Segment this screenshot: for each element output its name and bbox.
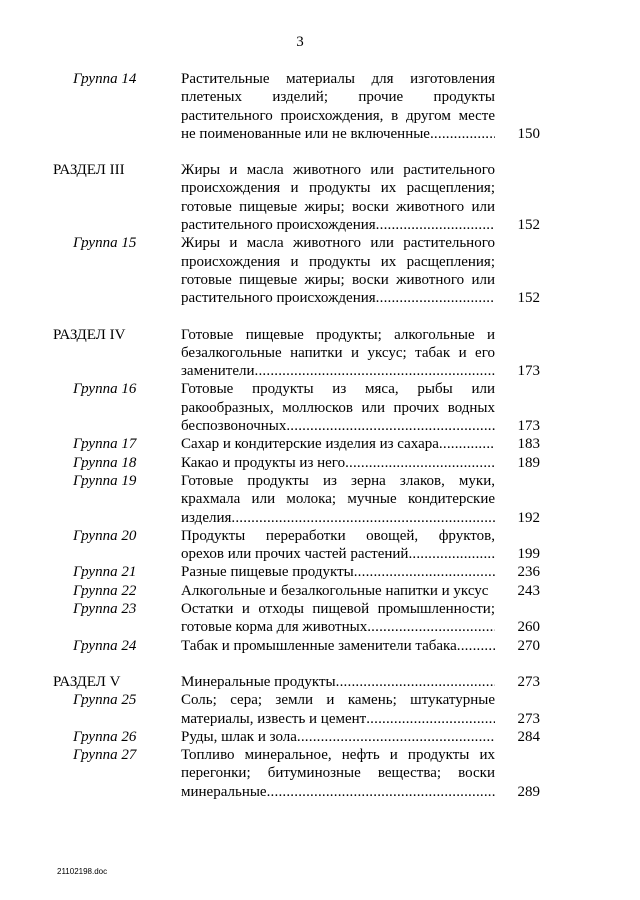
entry-title-line: Минеральные продукты .....	[181, 673, 495, 691]
entry-title-line: готовые корма для животных .....	[181, 618, 495, 636]
entry-title-line: Сахар и кондитерские изделия из сахара .....	[181, 435, 495, 453]
toc-entry	[0, 691, 640, 728]
section-label: РАЗДЕЛ III	[53, 162, 125, 179]
dot-leader	[408, 545, 495, 563]
dot-leader	[345, 454, 495, 472]
entry-title-line: заменители .....	[181, 362, 495, 380]
group-label: Группа 22	[73, 582, 137, 599]
entry-title-line: крахмала или молока; мучные кондитерские	[181, 491, 495, 508]
page-ref: 150	[517, 125, 540, 142]
dot-leader	[336, 673, 495, 691]
dot-leader	[231, 509, 495, 527]
toc-entry	[0, 326, 640, 381]
group-label: Группа 17	[73, 436, 137, 453]
toc-entry	[0, 234, 640, 307]
toc-entry	[0, 600, 640, 637]
page-ref: 173	[517, 363, 540, 380]
page-ref: 199	[517, 546, 540, 563]
entry-title	[181, 454, 495, 472]
entry-title	[181, 746, 495, 801]
page-ref: 260	[517, 619, 540, 636]
dot-leader	[354, 563, 495, 581]
group-label: Группа 19	[73, 472, 137, 489]
table-of-contents	[0, 70, 640, 801]
entry-title-line: перегонки; битуминозные вещества; воски	[181, 765, 495, 782]
group-label: Группа 18	[73, 454, 137, 471]
dot-leader	[297, 728, 495, 746]
entry-title-line: Готовые продукты из зерна злаков, муки,	[181, 472, 495, 489]
entry-title-line: не поименованные или не включенные .....	[181, 125, 495, 143]
toc-entry	[0, 435, 640, 453]
group-label: Группа 26	[73, 728, 137, 745]
group-label: Группа 27	[73, 747, 137, 764]
entry-title-line: Жиры и масла животного или растительного	[181, 162, 495, 179]
entry-title-line: Соль; сера; земли и камень; штукатурные	[181, 692, 495, 709]
entry-title-line: минеральные .....	[181, 783, 495, 801]
entry-title-line: плетеных изделий; прочие продукты	[181, 89, 495, 106]
entry-title	[181, 582, 495, 600]
page-ref: 243	[517, 582, 540, 599]
dot-leader	[286, 417, 495, 435]
entry-title-line: Табак и промышленные заменители табака .....	[181, 637, 495, 655]
entry-title	[181, 691, 495, 728]
entry-title-line: Какао и продукты из него .....	[181, 454, 495, 472]
dot-leader	[376, 216, 495, 234]
dot-leader	[376, 289, 495, 307]
toc-entry	[0, 454, 640, 472]
entry-title-line: Руды, шлак и зола .....	[181, 728, 495, 746]
page-ref: 173	[517, 418, 540, 435]
toc-entry	[0, 582, 640, 600]
entry-title	[181, 161, 495, 234]
group-label: Группа 20	[73, 527, 137, 544]
entry-title-line: Растительные материалы для изготовления	[181, 71, 495, 87]
entry-title	[181, 728, 495, 746]
entry-title	[181, 380, 495, 435]
entry-title-line: Готовые продукты из мяса, рыбы или	[181, 381, 495, 398]
dot-leader	[255, 362, 495, 380]
toc-entry	[0, 380, 640, 435]
group-label: Группа 16	[73, 381, 137, 398]
page-ref: 236	[517, 564, 540, 581]
entry-title-line: материалы, известь и цемент .....	[181, 710, 495, 728]
group-label: Группа 14	[73, 71, 137, 87]
entry-title	[181, 326, 495, 381]
entry-title-line: растительного происхождения .....	[181, 216, 495, 234]
dot-leader	[367, 618, 495, 636]
toc-entry	[0, 728, 640, 746]
page-ref: 152	[517, 217, 540, 234]
entry-title	[181, 637, 495, 655]
entry-title-line: ракообразных, моллюсков или прочих водных	[181, 399, 495, 416]
section-label: РАЗДЕЛ IV	[53, 326, 126, 343]
group-label: Группа 21	[73, 564, 137, 581]
page-ref: 183	[517, 436, 540, 453]
toc-entry	[0, 527, 640, 564]
entry-title-line: Жиры и масла животного или растительного	[181, 235, 495, 252]
page-ref: 284	[517, 728, 540, 745]
page-ref: 189	[517, 454, 540, 471]
page-ref: 270	[517, 637, 540, 654]
entry-title-line: изделия .....	[181, 509, 495, 527]
entry-title	[181, 600, 495, 637]
entry-title	[181, 673, 495, 691]
entry-title-line: растительного происхождения, в другом месте	[181, 107, 495, 124]
entry-title-line: Остатки и отходы пищевой промышленности;	[181, 601, 495, 618]
entry-title-line: безалкогольные напитки и уксус; табак и его	[181, 344, 495, 361]
entry-title	[181, 527, 495, 564]
entry-title-line: Продукты переработки овощей, фруктов,	[181, 527, 495, 544]
group-label: Группа 15	[73, 235, 137, 252]
toc-entry	[0, 637, 640, 655]
entry-title-line: Алкогольные и безалкогольные напитки и уксус	[181, 582, 489, 599]
entry-title-line: готовые пищевые жиры; воски животного или	[181, 271, 495, 288]
dot-leader	[457, 637, 495, 655]
entry-title-line: Готовые пищевые продукты; алкогольные и	[181, 326, 495, 343]
page-ref: 273	[517, 673, 540, 690]
entry-title-line: происхождения и продукты их расщепления;	[181, 180, 495, 197]
entry-title	[181, 70, 495, 143]
entry-title-line: готовые пищевые жиры; воски животного или	[181, 198, 495, 215]
entry-title-line: происхождения и продукты их расщепления;	[181, 253, 495, 270]
dot-leader	[430, 125, 495, 143]
entry-title-line: орехов или прочих частей растений .....	[181, 545, 495, 563]
dot-leader	[267, 783, 495, 801]
toc-entry	[0, 70, 640, 143]
page-number: 3	[296, 34, 304, 50]
entry-title-line: Топливо минеральное, нефть и продукты их	[181, 747, 495, 764]
dot-leader	[366, 710, 495, 728]
entry-title	[181, 435, 495, 453]
entry-title	[181, 234, 495, 307]
dot-leader	[439, 435, 495, 453]
toc-entry	[0, 161, 640, 234]
file-name-footer: 21102198.doc	[57, 867, 108, 876]
entry-title-line: растительного происхождения .....	[181, 289, 495, 307]
toc-entry	[0, 563, 640, 581]
group-label: Группа 23	[73, 601, 137, 618]
toc-entry	[0, 746, 640, 801]
page-ref: 273	[517, 710, 540, 727]
group-label: Группа 25	[73, 692, 137, 709]
page-ref: 289	[517, 783, 540, 800]
toc-entry	[0, 472, 640, 527]
group-label: Группа 24	[73, 637, 137, 654]
entry-title	[181, 563, 495, 581]
entry-title-line: Разные пищевые продукты .....	[181, 563, 495, 581]
entry-title-line: беспозвоночных .....	[181, 417, 495, 435]
page-ref: 192	[517, 509, 540, 526]
section-label: РАЗДЕЛ V	[53, 673, 121, 690]
page-ref: 152	[517, 290, 540, 307]
entry-title	[181, 472, 495, 527]
toc-entry	[0, 673, 640, 691]
